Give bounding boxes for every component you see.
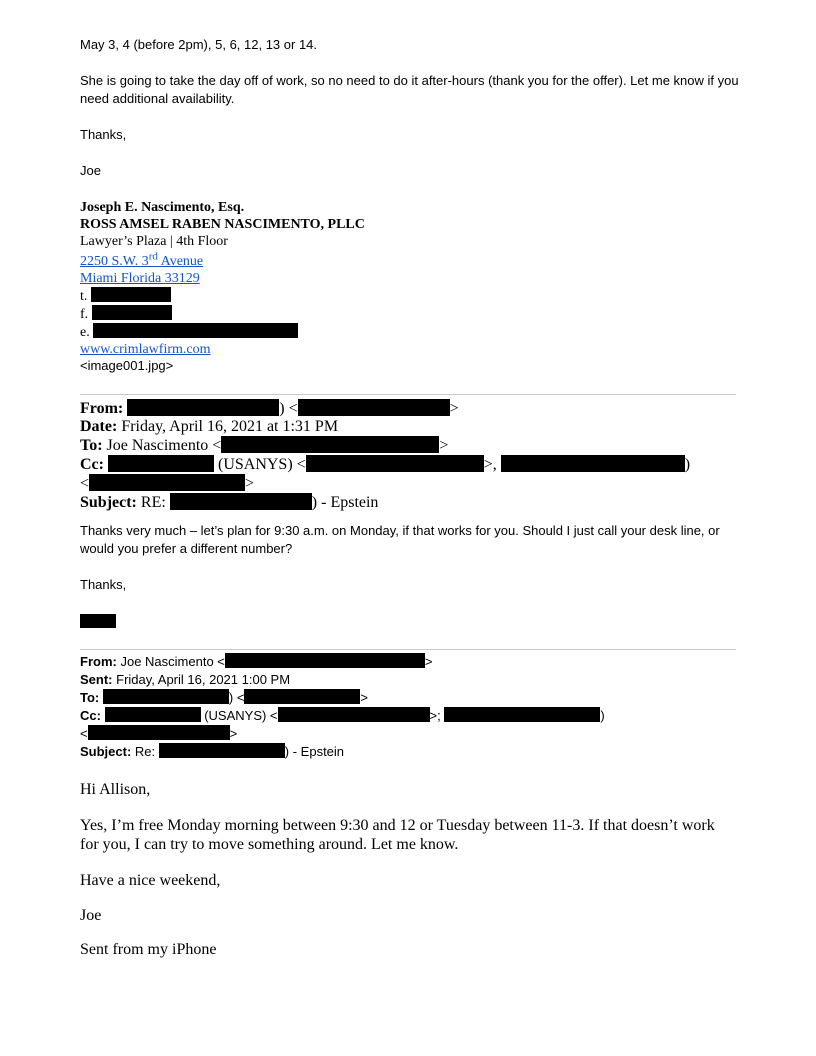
redacted-subject	[170, 493, 312, 510]
signature-city-link[interactable]: Miami Florida 33129	[80, 271, 200, 286]
divider	[80, 394, 736, 395]
attachment-placeholder: <image001.jpg>	[80, 358, 174, 373]
redacted-email	[93, 323, 298, 338]
redacted-from-email	[298, 399, 450, 416]
intro-thanks: Thanks,	[80, 127, 127, 142]
email3-body: Yes, I’m free Monday morning between 9:30 and 12 or Tuesday between 11-3. If that doesn’t work for you, I can try to move something around. Let me know.	[80, 817, 715, 853]
intro-signoff: Joe	[80, 163, 101, 178]
signature-office: Lawyer’s Plaza | 4th Floor	[80, 234, 228, 249]
redacted-phone	[91, 287, 171, 302]
email3-greeting: Hi Allison,	[80, 781, 151, 798]
redacted-cc-name-2	[501, 455, 685, 472]
redacted-cc-email-2	[89, 474, 245, 491]
divider	[80, 649, 736, 650]
signature-firm: ROSS AMSEL RABEN NASCIMENTO, PLLC	[80, 217, 365, 232]
email3-sent-date: Friday, April 16, 2021 1:00 PM	[116, 672, 291, 687]
email2-header: From: ) < > Date: Friday, April 16, 2021 at 1:31 PM To: Joe Nascimento < > Cc: (USANYS) < >, ) < > Subject: RE: ) - Epstein	[80, 400, 691, 511]
redacted-cc-name	[108, 455, 214, 472]
redacted-subject	[159, 743, 285, 758]
redacted-cc-email	[306, 455, 484, 472]
redacted-from-name	[127, 399, 279, 416]
redacted-to-name	[103, 689, 229, 704]
redacted-cc-name-2	[444, 707, 600, 722]
sent-from-iphone: Sent from my iPhone	[80, 941, 217, 958]
fax-label: f.	[80, 307, 89, 322]
redacted-from-email	[225, 653, 425, 668]
email2-body: Thanks very much – let’s plan for 9:30 a.m. on Monday, if that works for you. Should I just call your desk line, or would you prefer a different number?	[80, 523, 720, 556]
redacted-cc-email	[278, 707, 430, 722]
redacted-cc-name	[105, 707, 201, 722]
redacted-fax	[92, 305, 172, 320]
redacted-to-email	[221, 436, 439, 453]
email3-signoff: Joe	[80, 907, 102, 924]
availability-paragraph: She is going to take the day off of work, so no need to do it after-hours (thank you for the offer). Let me know if you need additional availability.	[80, 73, 739, 106]
redacted-cc-email-2	[88, 725, 230, 740]
signature-name: Joseph E. Nascimento, Esq.	[80, 200, 245, 215]
email2-date: Friday, April 16, 2021 at 1:31 PM	[121, 418, 339, 435]
redacted-sender-signature	[80, 614, 116, 628]
signature-address-link[interactable]: 2250 S.W. 3rd Avenue	[80, 250, 204, 269]
availability-dates: May 3, 4 (before 2pm), 5, 6, 12, 13 or 14.	[80, 37, 318, 52]
email2-thanks: Thanks,	[80, 577, 127, 592]
email3-header: From: Joe Nascimento < > Sent: Friday, April 16, 2021 1:00 PM To: ) < > Cc: (USANYS) < >; ) < > Subject: Re: ) - Epstein	[80, 654, 605, 759]
redacted-to-email	[244, 689, 360, 704]
signature-block	[80, 199, 365, 358]
email3-closing: Have a nice weekend,	[80, 872, 221, 889]
email-label: e.	[80, 325, 90, 340]
phone-label: t.	[80, 289, 88, 304]
website-link[interactable]: www.crimlawfirm.com	[80, 342, 211, 357]
